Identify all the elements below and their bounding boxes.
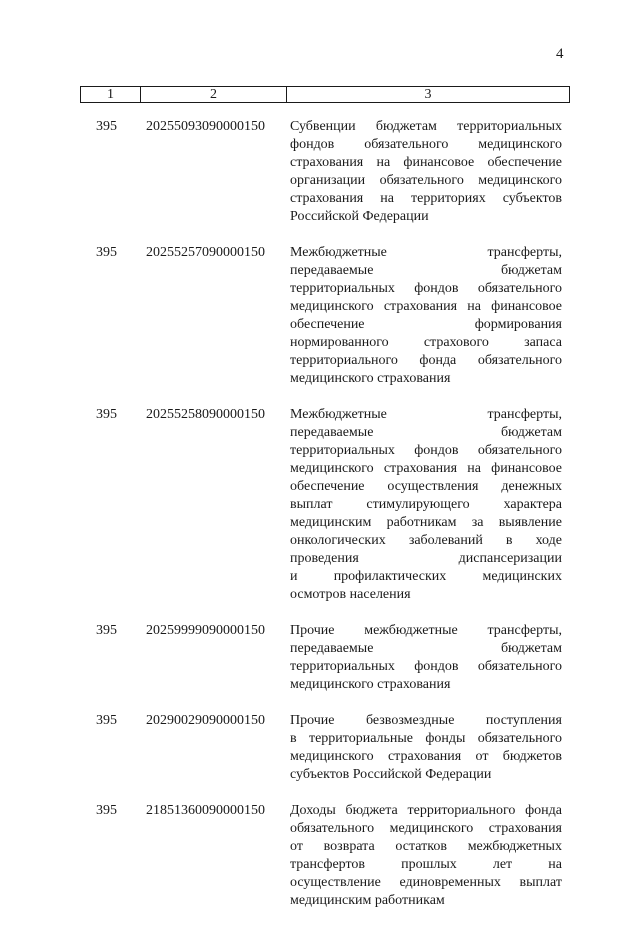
income-description [290, 406, 562, 604]
admin-code: 395 [96, 623, 117, 638]
income-code: 20255093090000150 [146, 119, 265, 134]
admin-code: 395 [96, 803, 117, 818]
table-row [0, 712, 639, 784]
description-line: страхования на территориях субъектов [290, 191, 562, 206]
description-line: осуществление единовременных выплат [290, 875, 562, 890]
description-line: медицинским работникам за выявление [290, 515, 562, 530]
description-line: нормированного страхового запаса [290, 335, 562, 350]
description-line: территориальных фондов обязательного [290, 281, 562, 296]
description-line: Межбюджетные трансферты, [290, 407, 562, 422]
description-line: в территориальные фонды обязательного [290, 731, 562, 746]
income-description [290, 712, 562, 784]
table-row [0, 406, 639, 604]
description-line: передаваемые бюджетам [290, 263, 562, 278]
description-line: проведения диспансеризации [290, 551, 562, 566]
description-line: территориального фонда обязательного [290, 353, 562, 368]
income-code: 20255257090000150 [146, 245, 265, 260]
description-line: обеспечение осуществления денежных [290, 479, 562, 494]
description-line: Прочие межбюджетные трансферты, [290, 623, 562, 638]
description-line: обеспечение формирования [290, 317, 562, 332]
income-code: 20290029090000150 [146, 713, 265, 728]
description-line: медицинского страхования [290, 371, 451, 386]
description-line: медицинского страхования от бюджетов [290, 749, 562, 764]
header-col-1: 1 [81, 87, 141, 102]
description-line: фондов обязательного медицинского [290, 137, 562, 152]
description-line: передаваемые бюджетам [290, 641, 562, 656]
description-line: Субвенции бюджетам территориальных [290, 119, 562, 134]
description-line: медицинского страхования на финансовое [290, 461, 562, 476]
description-line: медицинского страхования на финансовое [290, 299, 562, 314]
admin-code: 395 [96, 119, 117, 134]
description-line: территориальных фондов обязательного [290, 443, 562, 458]
table-row [0, 802, 639, 910]
description-line: медицинским работникам [290, 893, 445, 908]
description-line: осмотров населения [290, 587, 411, 602]
description-line: Прочие безвозмездные поступления [290, 713, 562, 728]
description-line: передаваемые бюджетам [290, 425, 562, 440]
table-row [0, 244, 639, 388]
description-line: Межбюджетные трансферты, [290, 245, 562, 260]
description-line: организации обязательного медицинского [290, 173, 562, 188]
description-line: онкологических заболеваний в ходе [290, 533, 562, 548]
description-line: медицинского страхования [290, 677, 451, 692]
description-line: трансфертов прошлых лет на [290, 857, 562, 872]
admin-code: 395 [96, 245, 117, 260]
income-description [290, 622, 562, 694]
page-number: 4 [556, 46, 564, 62]
income-description [290, 118, 562, 226]
table-header [80, 86, 570, 103]
description-line: Доходы бюджета территориального фонда [290, 803, 562, 818]
income-code: 20255258090000150 [146, 407, 265, 422]
admin-code: 395 [96, 713, 117, 728]
income-description [290, 244, 562, 388]
description-line: обязательного медицинского страхования [290, 821, 562, 836]
description-line: субъектов Российской Федерации [290, 767, 492, 782]
income-code: 21851360090000150 [146, 803, 265, 818]
income-description [290, 802, 562, 910]
table-body [0, 118, 639, 928]
table-row [0, 622, 639, 694]
admin-code: 395 [96, 407, 117, 422]
header-col-2: 2 [141, 87, 287, 102]
income-code: 20259999090000150 [146, 623, 265, 638]
description-line: выплат стимулирующего характера [290, 497, 562, 512]
description-line: от возврата остатков межбюджетных [290, 839, 562, 854]
description-line: и профилактических медицинских [290, 569, 562, 584]
description-line: страхования на финансовое обеспечение [290, 155, 562, 170]
description-line: территориальных фондов обязательного [290, 659, 562, 674]
table-row [0, 118, 639, 226]
header-col-3: 3 [424, 87, 432, 102]
description-line: Российской Федерации [290, 209, 429, 224]
